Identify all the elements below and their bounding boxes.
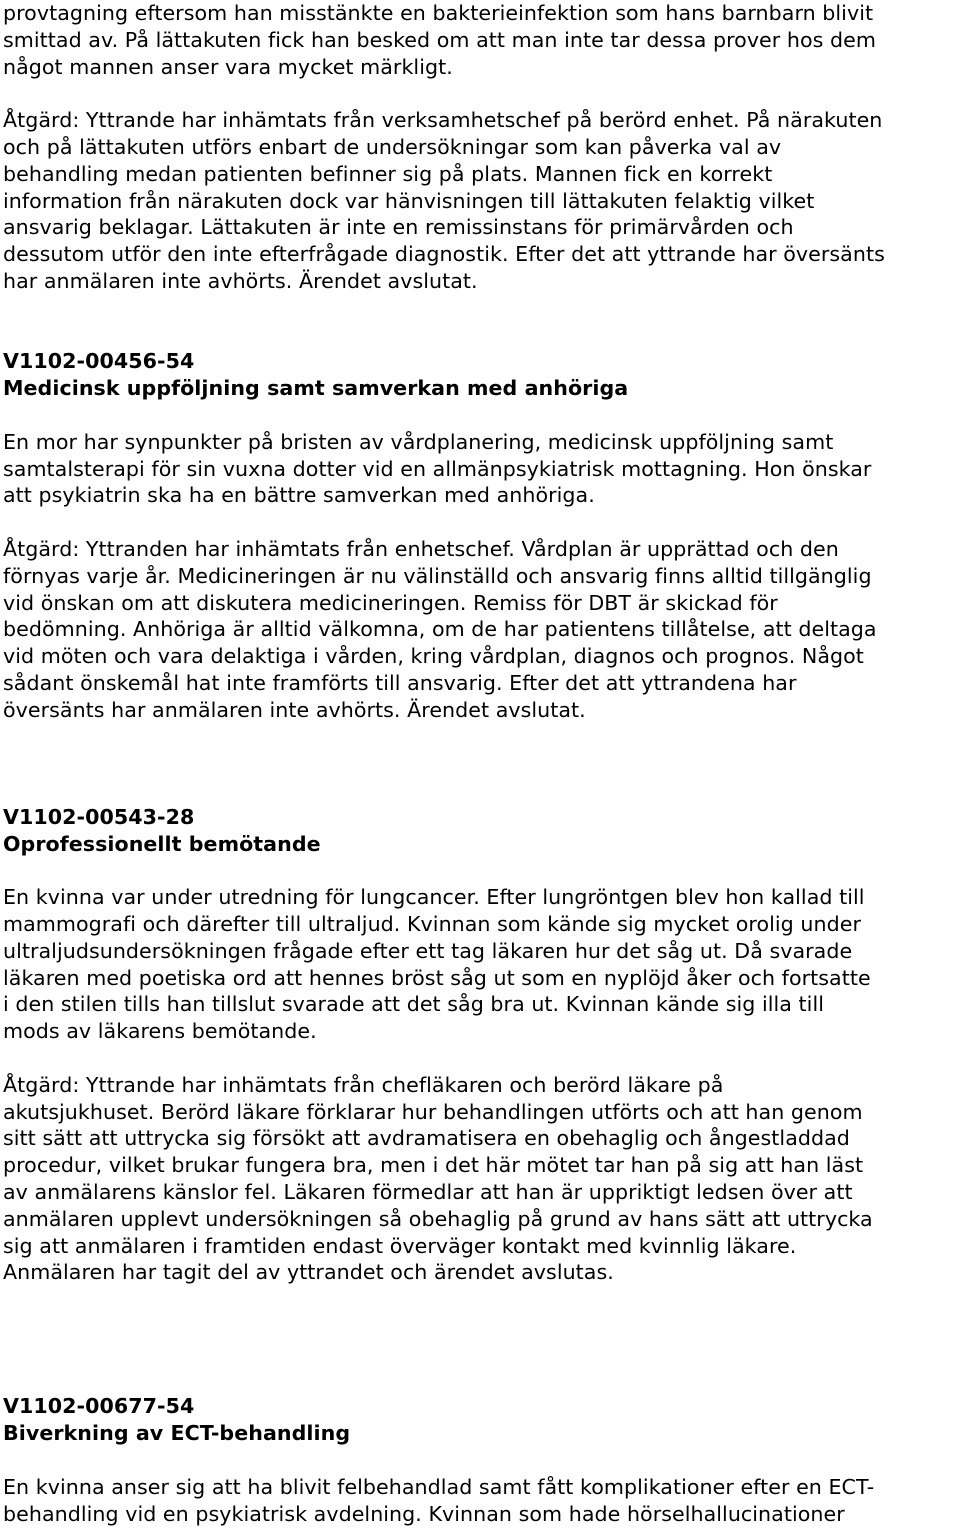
intro-action-paragraph: [3, 107, 958, 295]
text-line: har anmälaren inte avhörts. Ärendet avslutat.: [3, 268, 478, 293]
text-line: akutsjukhuset. Berörd läkare förklarar hur behandlingen utförts och att han genom: [3, 1099, 863, 1124]
case-title: Oprofessionellt bemötande: [3, 831, 321, 856]
text-line: Åtgärd: Yttrande har inhämtats från verksamhetschef på berörd enhet. På närakuten: [3, 108, 883, 133]
text-line: dessutom utför den inte efterfrågade diagnostik. Efter det att yttrande har översänts: [3, 242, 885, 267]
complaint-paragraph: [3, 429, 958, 509]
text-line: vid önskan om att diskutera medicineringen. Remiss för DBT är skickad för: [3, 590, 778, 615]
document-page: [3, 0, 958, 1527]
text-line: samtalsterapi för sin vuxna dotter vid en allmänpsykiatrisk mottagning. Hon önskar: [3, 456, 872, 481]
case-title: Biverkning av ECT-behandling: [3, 1421, 351, 1446]
text-line: procedur, vilket brukar fungera bra, men i det här mötet tar han på sig att han läst: [3, 1153, 864, 1178]
text-line: i den stilen tills han tillslut svarade att det såg bra ut. Kvinnan kände sig illa till: [3, 992, 824, 1017]
text-line: sitt sätt att uttrycka sig försökt att avdramatisera en obehaglig och ångestladdad: [3, 1126, 850, 1151]
text-line: provtagning eftersom han misstänkte en bakterieinfektion som hans barnbarn blivit: [3, 1, 874, 25]
text-line: läkaren med poetiska ord att hennes bröst såg ut som en nyplöjd åker och fortsatte: [3, 965, 871, 990]
text-line: mods av läkarens bemötande.: [3, 1019, 317, 1044]
text-line: behandling vid en psykiatrisk avdelning. Kvinnan som hade hörselhallucinationer: [3, 1501, 845, 1526]
complaint-paragraph: [3, 1474, 958, 1528]
text-line: anmälaren upplevt undersökningen så obehaglig på grund av hans sätt att uttrycka: [3, 1206, 873, 1231]
case-section: [3, 1393, 958, 1527]
text-line: smittad av. På lättakuten fick han besked om att man inte tar dessa prover hos dem: [3, 27, 876, 52]
text-line: En kvinna anser sig att ha blivit felbehandlad samt fått komplikationer efter en ECT-: [3, 1474, 875, 1499]
text-line: Åtgärd: Yttrande har inhämtats från chefläkaren och berörd läkare på: [3, 1072, 724, 1097]
case-id: V1102-00677-54: [3, 1394, 195, 1419]
text-line: vid möten och vara delaktiga i vården, kring vårdplan, diagnos och prognos. Något: [3, 644, 864, 669]
text-line: Åtgärd: Yttranden har inhämtats från enhetschef. Vårdplan är upprättad och den: [3, 536, 839, 561]
text-line: information från närakuten dock var hänvisningen till lättakuten felaktig vilket: [3, 188, 815, 213]
text-line: och på lättakuten utförs enbart de undersökningar som kan påverka val av: [3, 134, 782, 159]
text-line: att psykiatrin ska ha en bättre samverkan med anhöriga.: [3, 483, 595, 508]
text-line: Anmälaren har tagit del av yttrandet och ärendet avslutas.: [3, 1260, 614, 1285]
text-line: ansvarig beklagar. Lättakuten är inte en remissinstans för primärvården och: [3, 215, 794, 240]
text-line: något mannen anser vara mycket märkligt.: [3, 54, 453, 79]
action-paragraph: [3, 1072, 958, 1286]
text-line: översänts har anmälaren inte avhörts. Ärendet avslutat.: [3, 697, 586, 722]
text-line: sig att anmälaren i framtiden endast överväger kontakt med kvinnlig läkare.: [3, 1233, 797, 1258]
action-paragraph: [3, 536, 958, 724]
intro-paragraph: [3, 0, 958, 80]
case-id: V1102-00456-54: [3, 349, 195, 374]
case-id: V1102-00543-28: [3, 804, 195, 829]
case-section: [3, 804, 958, 1286]
case-section: [3, 348, 958, 723]
text-line: ultraljudsundersökningen frågade efter ett tag läkaren hur det såg ut. Då svarade: [3, 938, 853, 963]
text-line: av anmälarens känslor fel. Läkaren förmedlar att han är uppriktigt ledsen över att: [3, 1180, 853, 1205]
complaint-paragraph: [3, 884, 958, 1045]
text-line: mammografi och därefter till ultraljud. Kvinnan som kände sig mycket orolig under: [3, 912, 861, 937]
text-line: En mor har synpunkter på bristen av vårdplanering, medicinsk uppföljning samt: [3, 429, 834, 454]
text-line: sådant önskemål hat inte framförts till ansvarig. Efter det att yttrandena har: [3, 670, 797, 695]
case-title: Medicinsk uppföljning samt samverkan med anhöriga: [3, 376, 629, 401]
text-line: bedömning. Anhöriga är alltid välkomna, om de har patientens tillåtelse, att deltaga: [3, 617, 877, 642]
text-line: förnyas varje år. Medicineringen är nu välinställd och ansvarig finns alltid tillgänglig: [3, 563, 872, 588]
text-line: behandling medan patienten befinner sig på plats. Mannen fick en korrekt: [3, 161, 773, 186]
text-line: En kvinna var under utredning för lungcancer. Efter lungröntgen blev hon kallad till: [3, 885, 865, 910]
